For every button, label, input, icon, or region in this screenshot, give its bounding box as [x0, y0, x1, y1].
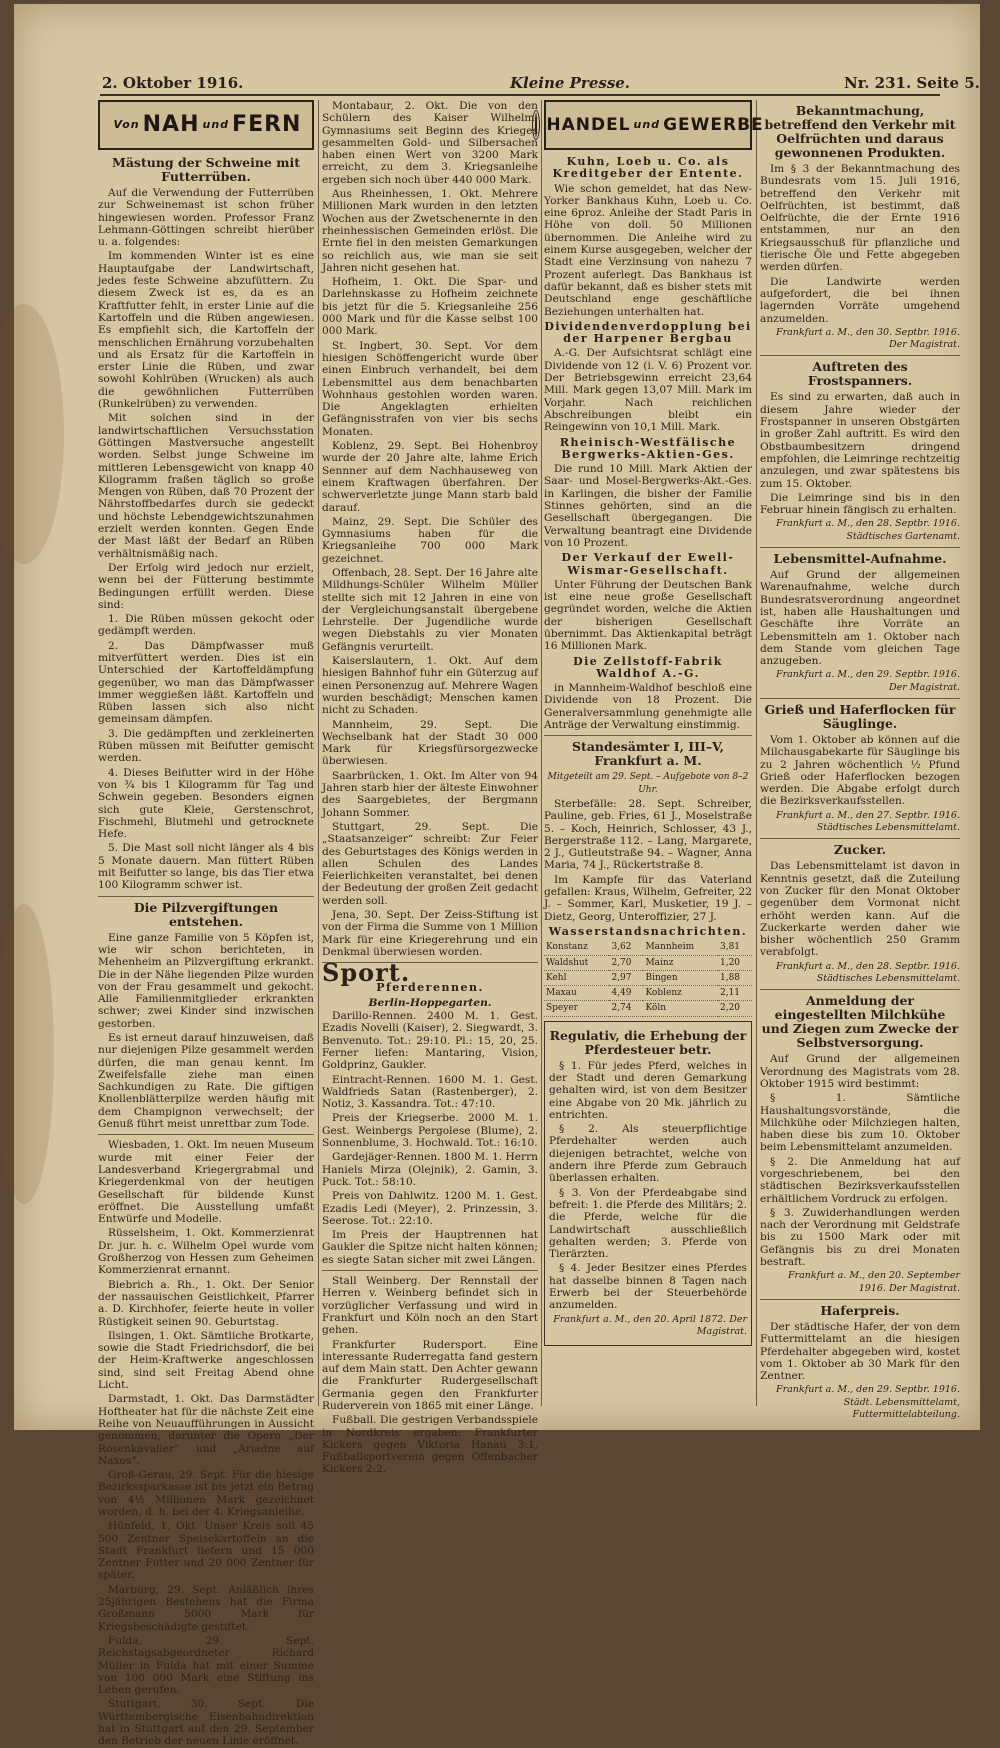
news-item: St. Ingbert, 30. Sept. Vor dem hiesigen Schöffengericht wurde über einen Einbruch verhandelt, bei dem Lebensmittel aus dem benachbarten Wohnhaus gestohlen worden waren. Die Angeklagten erhielten Gefängnisstrafen von vier bis sechs Monaten.: [322, 339, 538, 438]
table-row: Speyer 2,74 Köln 2,20: [544, 1001, 752, 1016]
notice-paragraph: Auf Grund der allgemeinen Verordnung des Magistrats vom 28. Oktober 1915 wird bestimmt:: [760, 1053, 960, 1090]
article-paragraph: Der Erfolg wird jedoch nur erzielt, wenn bei der Fütterung bestimmte Bedingungen erfüllt werden. Diese sind:: [98, 561, 314, 611]
notice-title: Haferpreis.: [820, 1302, 900, 1318]
article-title: Die Zellstoff-Fabrik Waldhof A.-G.: [573, 654, 723, 680]
news-item: Marburg, 29. Sept. Anläßlich ihres 25jährigen Bestehens hat die Firma Großmann 5000 Mark für Kriegsbeschädigte gestiftet.: [98, 1583, 314, 1633]
article-paragraph: Wie schon gemeldet, hat das New-Yorker Bankhaus Kuhn, Loeb u. Co. eine 6proz. Anleihe der Stadt Paris in Höhe von doll. 50 Millionen übernommen. Die Anleihe wird zu einem Kurse ausgegeben, welcher der Stadt eine Verzinsung von nahezu 7 Prozent auferlegt. Das Bankhaus ist dafür bekannt, daß es bisher stets mit Deutschland enge geschäftliche Beziehungen unterhalten hat.: [544, 182, 752, 318]
column-2: [322, 100, 538, 1476]
news-item: Kaiserslautern, 1. Okt. Auf dem hiesigen Bahnhof fuhr ein Güterzug auf einen Personenzug auf. Mehrere Wagen wurden beschädigt; Menschen kamen nicht zu Schaden.: [322, 655, 538, 717]
table-row: Waldshut 2,70 Mainz 1,20: [544, 955, 752, 970]
regulativ-paragraph: § 1. Für jedes Pferd, welches in der Stadt und deren Gemarkung gehalten wird, ist von dem Besitzer eine Abgabe von 20 Mk. jährlich zu entrichten.: [549, 1059, 747, 1121]
news-item: Mannheim, 29. Sept. Die Wechselbank hat der Stadt 30 000 Mark für Kriegsfürsorgezwecke überwiesen.: [322, 718, 538, 768]
divider: [760, 989, 960, 990]
article-paragraph: 1. Die Rüben müssen gekocht oder gedämpft werden.: [98, 613, 314, 638]
notice-signature: Frankfurt a. M., den 30. Septbr. 1916. Der Magistrat.: [776, 326, 960, 351]
notice-signature: Frankfurt a. M., den 29. Septbr. 1916. Städt. Lebensmittelamt, Futtermittelabteilung.: [776, 1384, 960, 1421]
sport-heading: Sport.: [322, 958, 411, 988]
column-3: [544, 100, 764, 1410]
news-item: Groß-Gerau, 29. Sept. Für die hiesige Bezirkssparkasse ist bis jetzt ein Betrag von 4½ Millionen Mark gezeichnet worden, d. h. bei der 4. Kriegsanleihe.: [98, 1469, 314, 1518]
paper-stain: [0, 904, 54, 1204]
column-4: [760, 100, 960, 1421]
notice-signature: Frankfurt a. M., den 28. Septbr. 1916. Städtisches Lebensmittelamt.: [776, 960, 960, 985]
article-paragraph: 3. Die gedämpften und zerkleinerten Rüben müssen mit Beifutter gemischt werden.: [98, 727, 314, 765]
standesamt-title: Standesämter I, III–V, Frankfurt a. M.: [572, 739, 724, 769]
news-item: Jena, 30. Sept. Der Zeiss-Stiftung ist von der Firma die Summe von 1 Million Mark für eine Kriegerehrung und ein Denkmal überwiesen worden.: [322, 909, 538, 958]
notice-title: Auftreten des Frostspanners.: [807, 359, 913, 389]
column-rule: [318, 100, 319, 1406]
notice-paragraph: Die Leimringe sind bis in den Februar hinein fängisch zu erhalten.: [760, 491, 960, 517]
article-paragraph: A.-G. Der Aufsichtsrat schlägt eine Dividende von 12 (i. V. 6) Prozent vor. Der Betriebsgewinn erreicht 23,64 Mill. Mark gegen 13,07 Mill. Mark im Vorjahr. Nach reichlichen Abschreibungen bleibt ein Reingewinn von 10,1 Mill. Mark.: [544, 347, 752, 434]
issue-number: Nr. 231. Seite 5.: [844, 74, 980, 92]
news-item: Hünfeld, 1. Okt. Unser Kreis soll 45 500 Zentner Speisekartoffeln an die Stadt Frankfurt liefern und 15 000 Zentner Futter und 20 000 Zentner für später.: [98, 1520, 314, 1582]
column-rule: [756, 100, 757, 1406]
news-item: Frankfurter Rudersport. Eine interessante Ruderregatta fand gestern auf dem Main statt. Den Achter gewann die Frankfurter Rudergesellschaft Germania gegen den Frankfurter Ruderverein von 1865 mit einer Länge.: [322, 1338, 538, 1412]
notice-paragraph: Vom 1. Oktober ab können auf die Milchausgabekarte für Säuglinge bis zu 2 Jahren wöchentlich ½ Pfund Grieß oder Haferflocken bezogen werden. Die Abgabe erfolgt durch die Bezirksverkaufsstellen.: [760, 733, 960, 808]
regulativ-box: [544, 1021, 752, 1347]
news-item: Saarbrücken, 1. Okt. Im Alter von 94 Jahren starb hier der älteste Einwohner des Saargebietes, der Bergmann Johann Sommer.: [322, 769, 538, 819]
article-paragraph: Auf die Verwendung der Futterrüben zur Schweinemast ist schon früher hingewiesen worden. Professor Franz Lehmann-Göttingen schreibt hierüber u. a. folgendes:: [98, 187, 314, 249]
notice-paragraph: Das Lebensmittelamt ist davon in Kenntnis gesetzt, daß die Zuteilung von Zucker für den Monat Oktober gegenüber dem Vormonat nicht erhöht werden kann. Auf die Zuckerkarte werden daher wie bisher wöchentlich 250 Gramm verabfolgt.: [760, 860, 960, 959]
article-paragraph: Es ist erneut darauf hinzuweisen, daß nur diejenigen Pilze gesammelt werden dürfen, die man genau kennt. Im Zweifelsfalle ziehe man einen Sachkundigen zu Rate. Die giftigen Knollenblätterpilze werden häufig mit dem Champignon verwechselt; der Genuß führt meist unrettbar zum Tode.: [98, 1032, 314, 1131]
notice-paragraph: Auf Grund der allgemeinen Warenaufnahme, welche durch Bundesratsverordnung angeordnet ist, haben alle Haushaltungen und Geschäfte ihre Vorräte an Lebensmitteln am 1. Oktober nach dem Stande vom gleichen Tage anzugeben.: [760, 569, 960, 668]
sport-subheading: Berlin-Hoppegarten.: [368, 996, 492, 1009]
race-result: Darillo-Rennen. 2400 M. 1. Gest. Ezadis Novelli (Kaiser), 2. Siegwardt, 3. Benvenuto. Tot.: 29:10. Pl.: 15, 20, 25. Ferner liefen: Mantaring, Vision, Goldprinz, Gaukler.: [322, 1010, 538, 1072]
standesamt-entry: Sterbefälle: 28. Sept. Schreiber, Pauline, geb. Fries, 61 J., Moselstraße 5. – Koch, Heinrich, Schlosser, 43 J., Bergerstraße 112. – Lang, Margarete, 2 J., Gutleutstraße 94. – Wagner, Anna Maria, 74 J., Rückertstraße 8.: [544, 797, 752, 872]
article-paragraph: 5. Die Mast soll nicht länger als 4 bis 5 Monate dauern. Man füttert Rüben mit Beifutter so lange, bis das Tier etwa 100 Kilogramm schwer ist.: [98, 842, 314, 892]
regulativ-paragraph: § 3. Von der Pferdeabgabe sind befreit: 1. die Pferde des Militärs; 2. die Pferde, welche für die Landwirtschaft ausschließlich gehalten werden; 3. Pferde von Tierärzten.: [549, 1186, 747, 1261]
notice-paragraph: Der städtische Hafer, der von dem Futtermittelamt an die hiesigen Pferdehalter abgegeben wird, kostet vom 1. Oktober ab 30 Mark für den Zentner.: [760, 1320, 960, 1383]
article-paragraph: Eine ganze Familie von 5 Köpfen ist, wie wir schon berichteten, in Mehenheim an Pilzvergiftung erkrankt. Die in der Nähe liegenden Pilze wurden von der Frau gesammelt und gekocht. Alle Familienmitglieder erkrankten schwer; zwei Kinder sind inzwischen gestorben.: [98, 931, 314, 1030]
column-1: [98, 100, 314, 1748]
column-rule: [541, 100, 542, 1406]
notice-signature: Frankfurt a. M., den 29. Septbr. 1916. Der Magistrat.: [776, 669, 960, 693]
divider: [760, 838, 960, 839]
divider: [760, 547, 960, 548]
divider: [98, 1134, 314, 1135]
section-banner-handel-und-gewerbe: HANDEL und GEWERBE: [544, 100, 752, 150]
article-paragraph: Mit solchen sind in der landwirtschaftlichen Versuchsstation Göttingen Mastversuche angestellt worden. Selbst junge Schweine im mittleren Lebensgewicht von knapp 40 Kilogramm fraßen täglich so große Mengen von Rüben, daß 70 Prozent der Nährstoffbedarfes durch sie gedeckt und höchste Lebendgewichtszunahmen erzielt werden konnten. Gegen Ende der Mast läßt der Bedarf an Rüben verhältnismäßig nach.: [98, 412, 314, 560]
article-title: Der Verkauf der Ewell-Wismar-Gesellschaft.: [561, 551, 735, 577]
notice-paragraph: § 3. Zuwiderhandlungen werden nach der Verordnung mit Geldstrafe bis zu 1500 Mark oder mit Gefängnis bis zu drei Monaten bestraft.: [760, 1206, 960, 1269]
table-row: Kehl 2,97 Bingen 1,88: [544, 970, 752, 985]
table-row: Maxau 4,49 Koblenz 2,11: [544, 986, 752, 1001]
news-item: Mainz, 29. Sept. Die Schüler des Gymnasiums haben für die Kriegsanleihe 700 000 Mark gezeichnet.: [322, 515, 538, 565]
regulativ-signature: Frankfurt a. M., den 20. April 1872. Der Magistrat.: [553, 1313, 747, 1337]
article-title: Dividendenverdopplung bei der Harpener Bergbau: [544, 319, 752, 346]
gear-icon: [532, 110, 540, 140]
notice-signature: Frankfurt a. M., den 27. Septbr. 1916. Städtisches Lebensmittelamt.: [776, 809, 960, 834]
article-paragraph: 2. Das Dämpfwasser muß mitverfüttert werden. Dies ist ein Unterschied der Kartoffeldämpfung gegenüber, wo man das Dämpfwasser immer weggießen läßt. Kartoffeln und Rüben lassen sich also nicht gemeinsam dämpfen.: [98, 639, 314, 726]
article-title: Rheinisch-Westfälische Bergwerks-Aktien-Ges.: [559, 435, 737, 461]
notice-paragraph: Im § 3 der Bekanntmachung des Bundesrats vom 15. Juli 1916, betreffend den Verkehr mit Oelfrüchten, ist bestimmt, daß Oelfrüchte, die der Ernte 1916 entstammen, nur an den Kriegsausschuß für pflanzliche und tierische Öle und Fette abgegeben werden dürfen.: [760, 163, 960, 274]
notice-title: Lebensmittel-Aufnahme.: [773, 551, 947, 567]
race-result: Gardejäger-Rennen. 1800 M. 1. Herrn Haniels Mirza (Olejnik), 2. Gamin, 3. Puck. Tot.: 58:10.: [322, 1151, 538, 1188]
paper-name: Kleine Presse.: [510, 74, 631, 92]
news-item: Fußball. Die gestrigen Verbandsspiele in Nordkreis ergaben: Frankfurter Kickers gegen Viktoria Hanau 3:1, Fußballsportverein gegen Offenbacher Kickers 2:2.: [322, 1414, 538, 1476]
article-paragraph: Unter Führung der Deutschen Bank ist eine neue große Gesellschaft gegründet worden, welche die Aktien der bisherigen Gesellschaft übernimmt. Das Aktienkapital beträgt 16 Millionen Mark.: [544, 578, 752, 653]
divider: [544, 735, 752, 736]
news-item: Darmstadt, 1. Okt. Das Darmstädter Hoftheater hat für die nächste Zeit eine Reihe von Neuaufführungen in Aussicht genommen, darunter die Opern „Der Rosenkavalier“ und „Ariadne auf Naxos“.: [98, 1393, 314, 1467]
news-item: Koblenz, 29. Sept. Bei Hohenbroy wurde der 20 Jahre alte, lahme Erich Sennner auf dem Nachhauseweg von einem Kraftwagen überfahren. Der schwerverletzte junge Mann starb bald darauf.: [322, 440, 538, 514]
article-paragraph: in Mannheim-Waldhof beschloß eine Dividende von 18 Prozent. Die Generalversammlung genehmigte alle Anträge der Verwaltung einstimmig.: [544, 682, 752, 732]
notice-title: Grieß und Haferflocken für Säuglinge.: [764, 701, 956, 731]
news-item: Wiesbaden, 1. Okt. Im neuen Museum wurde mit einer Feier der Landesverband Kriegergrabmal und Kriegerdenkmal von der heutigen Gesellschaft für bildende Kunst eröffnet. Die Ausstellung umfaßt Entwürfe und Modelle.: [98, 1139, 314, 1226]
notice-paragraph: § 2. Die Anmeldung hat auf vorgeschriebenem, bei den städtischen Bezirksverkaufsstellen erhältlichem Vordruck zu erfolgen.: [760, 1155, 960, 1205]
notice-title: Anmeldung der eingestellten Milchkühe und Ziegen zum Zwecke der Selbstversorgung.: [761, 993, 959, 1051]
notice-title: Bekanntmachung, betreffend den Verkehr mit Oelfrüchten und daraus gewonnenen Produkten.: [764, 103, 956, 160]
masthead: [14, 4, 980, 96]
issue-date: 2. Oktober 1916.: [102, 74, 244, 92]
notice-title: Zucker.: [833, 842, 887, 858]
section-banner-von-nah-und-fern: Von NAH und FERN: [98, 100, 314, 150]
sport-subheading: Pferderennen.: [376, 981, 484, 995]
divider: [760, 355, 960, 356]
article-paragraph: Die rund 10 Mill. Mark Aktien der Saar- und Mosel-Bergwerks-Akt.-Ges. in Karlingen, die bisher der Familie Stinnes gehörten, sind an die Gesellschaft übergegangen. Die Verwaltung beantragt eine Dividende von 10 Prozent.: [544, 463, 752, 549]
news-item: Rüsselsheim, 1. Okt. Kommerzienrat Dr. jur. h. c. Wilhelm Opel wurde vom Großherzog von Hessen zum Geheimen Kommerzienrat ernannt.: [98, 1227, 314, 1277]
news-item: Stall Weinberg. Der Rennstall der Herren v. Weinberg befindet sich in vorzüglicher Verfassung und wird in Frankfurt und Köln noch an den Start gehen.: [322, 1275, 538, 1337]
news-item: Fulda, 29. Sept. Reichstagsabgeordneter Richard Müller in Fulda hat mit einer Summe von 100 000 Mark eine Stiftung ins Leben gerufen.: [98, 1634, 314, 1697]
article-paragraph: 4. Dieses Beifutter wird in der Höhe von ¾ bis 1 Kilogramm für Tag und Schwein gegeben. Besonders eignen sich gute Kleie, Gerstenschrot, Fischmehl, Blutmehl und getrocknete Hefe.: [98, 766, 314, 841]
news-item: Stuttgart, 30. Sept. Die Württembergische Eisenbahndirektion hat in Stuttgart auf den 29. September den Betrieb der neuen Linie eröffnet.: [98, 1698, 314, 1748]
regulativ-paragraph: § 4. Jeder Besitzer eines Pferdes hat dasselbe binnen 8 Tagen nach Erwerb bei der Steuerbehörde anzumelden.: [549, 1262, 747, 1312]
news-item: Biebrich a. Rh., 1. Okt. Der Senior der nassauischen Geistlichkeit, Pfarrer a. D. Kirchhofer, feierte heute in voller Rüstigkeit seinen 90. Geburtstag.: [98, 1278, 314, 1328]
divider: [322, 1270, 538, 1271]
divider: [760, 698, 960, 699]
water-level-title: Wasserstandsnachrichten.: [548, 924, 748, 938]
regulativ-title: Regulativ, die Erhebung der Pferdesteuer betr.: [549, 1027, 747, 1057]
race-result: Preis von Dahlwitz. 1200 M. 1. Gest. Ezadis Ledi (Meyer), 2. Prinzessin, 3. Seerose. Tot.: 22:10.: [322, 1190, 538, 1227]
article-title: Kuhn, Loeb u. Co. als Kreditgeber der Entente.: [552, 155, 744, 181]
news-item: Offenbach, 28. Sept. Der 16 Jahre alte Mildhungs-Schüler Wilhelm Müller stellte sich mit 12 Jahren in eine von der Vergleichungsanstalt übergebene Lehrstelle. Der Jugendliche wurde wegen Diebstahls zu vier Monaten Gefängnis verurteilt.: [322, 566, 538, 653]
article-paragraph: Im kommenden Winter ist es eine Hauptaufgabe der Landwirtschaft, jedes feste Schweine abzufüttern. Zu diesem Zweck ist es, da es an Kraftfutter fehlt, in erster Linie auf die Kartoffeln und die Rüben angewiesen. Es empfiehlt sich, die Kartoffeln der menschlichen Ernährung vorzubehalten und als Ersatz für die Kartoffeln in erster Linie die Rüben, und zwar sowohl Kohlrüben (Wrucken) als auch die gewöhnlichen Futterrüben (Runkelrüben) zu verwenden.: [98, 250, 314, 411]
divider: [760, 1299, 960, 1300]
standesamt-entry: Im Kampfe für das Vaterland gefallen: Kraus, Wilhelm, Gefreiter, 22 J. – Sommer, Karl, Musketier, 19 J. – Dietz, Georg, Unteroffizier, 27 J.: [544, 873, 752, 923]
article-title: Die Pilzvergiftungen entstehen.: [133, 899, 279, 929]
news-item: Stuttgart, 29. Sept. Die „Staatsanzeiger“ schreibt: Zur Feier des Geburtstages des Königs werden in allen Schulen des Landes Feierlichkeiten veranstaltet, bei denen der Bedeutung der großen Zeit gedacht werden soll.: [322, 820, 538, 907]
water-level-table: [544, 940, 752, 1016]
notice-paragraph: § 1. Sämtliche Haushaltungsvorstände, die Milchkühe oder Milchziegen halten, haben diese bis zum 10. Oktober beim Lebensmittelamt anzumelden.: [760, 1092, 960, 1154]
divider: [98, 896, 314, 897]
standesamt-subtitle: Mitgeteilt am 29. Sept. – Aufgebote von 8–2 Uhr.: [547, 772, 749, 795]
notice-signature: Frankfurt a. M., den 28. Septbr. 1916. Städtisches Gartenamt.: [776, 518, 960, 542]
header-rule: [100, 94, 940, 96]
notice-signature: Frankfurt a. M., den 20. September 1916. Der Magistrat.: [787, 1270, 960, 1294]
notice-paragraph: Es sind zu erwarten, daß auch in diesem Jahre wieder der Frostspanner in unseren Obstgärten in großer Zahl auftritt. Es wird den Obstbaumbesitzern dringend empfohlen, die Leimringe rechtzeitig anzulegen, und zwar spätestens bis zum 15. Oktober.: [760, 391, 960, 490]
race-result: Im Preis der Hauptrennen hat Gaukler die Spitze nicht halten können; es siegte Satan sicher mit zwei Längen.: [322, 1229, 538, 1266]
article-title: Mästung der Schweine mit Futterrüben.: [112, 155, 300, 184]
newspaper-page: [14, 4, 980, 1748]
news-item: Hofheim, 1. Okt. Die Spar- und Darlehnskasse zu Hofheim zeichnete bis jetzt für die 5. Kriegsanleihe 256 000 Mark und für die Kasse selbst 100 000 Mark.: [322, 276, 538, 338]
news-item: Ilsingen, 1. Okt. Sämtliche Brotkarte, sowie die Stadt Friedrichsdorf, die bei der Heim-Kraftwerke angeschlossen sind, sind seit Freitag Abend ohne Licht.: [98, 1329, 314, 1392]
table-row: Konstanz 3,62 Mannheim 3,81: [544, 940, 752, 955]
race-result: Eintracht-Rennen. 1600 M. 1. Gest. Waldfrieds Satan (Rastenberger), 2. Notiz, 3. Kassandra. Tot.: 47:10.: [322, 1073, 538, 1111]
paper-stain: [0, 304, 64, 564]
race-result: Preis der Kriegserbe. 2000 M. 1. Gest. Weinbergs Pergolese (Blume), 2. Sonnenblume, 3. Hochwald. Tot.: 16:10.: [322, 1112, 538, 1150]
regulativ-paragraph: § 2. Als steuerpflichtige Pferdehalter werden auch diejenigen betrachtet, welche von andern ihre Pferde zum Gebrauch überlassen erhalten.: [549, 1123, 747, 1185]
news-item: Montabaur, 2. Okt. Die von den Schülern des Kaiser Wilhelm-Gymnasiums seit Beginn des Krieges gesammelten Gold- und Silbersachen haben einen Wert von 3200 Mark erreicht, zu dem 3. Kriegsanleihe ergeben sich noch über 440 000 Mark.: [322, 100, 538, 186]
news-item: Aus Rheinhessen, 1. Okt. Mehrere Millionen Mark wurden in den letzten Wochen aus der Zwetschenernte in den rheinhessischen Gemeinden erlöst. Die Ernte fiel in den meisten Gemarkungen so reichlich aus, wie man sie seit Jahren nicht gesehen hat.: [322, 188, 538, 274]
notice-paragraph: Die Landwirte werden aufgefordert, die bei ihnen lagernden Vorräte umgehend anzumelden.: [760, 275, 960, 325]
